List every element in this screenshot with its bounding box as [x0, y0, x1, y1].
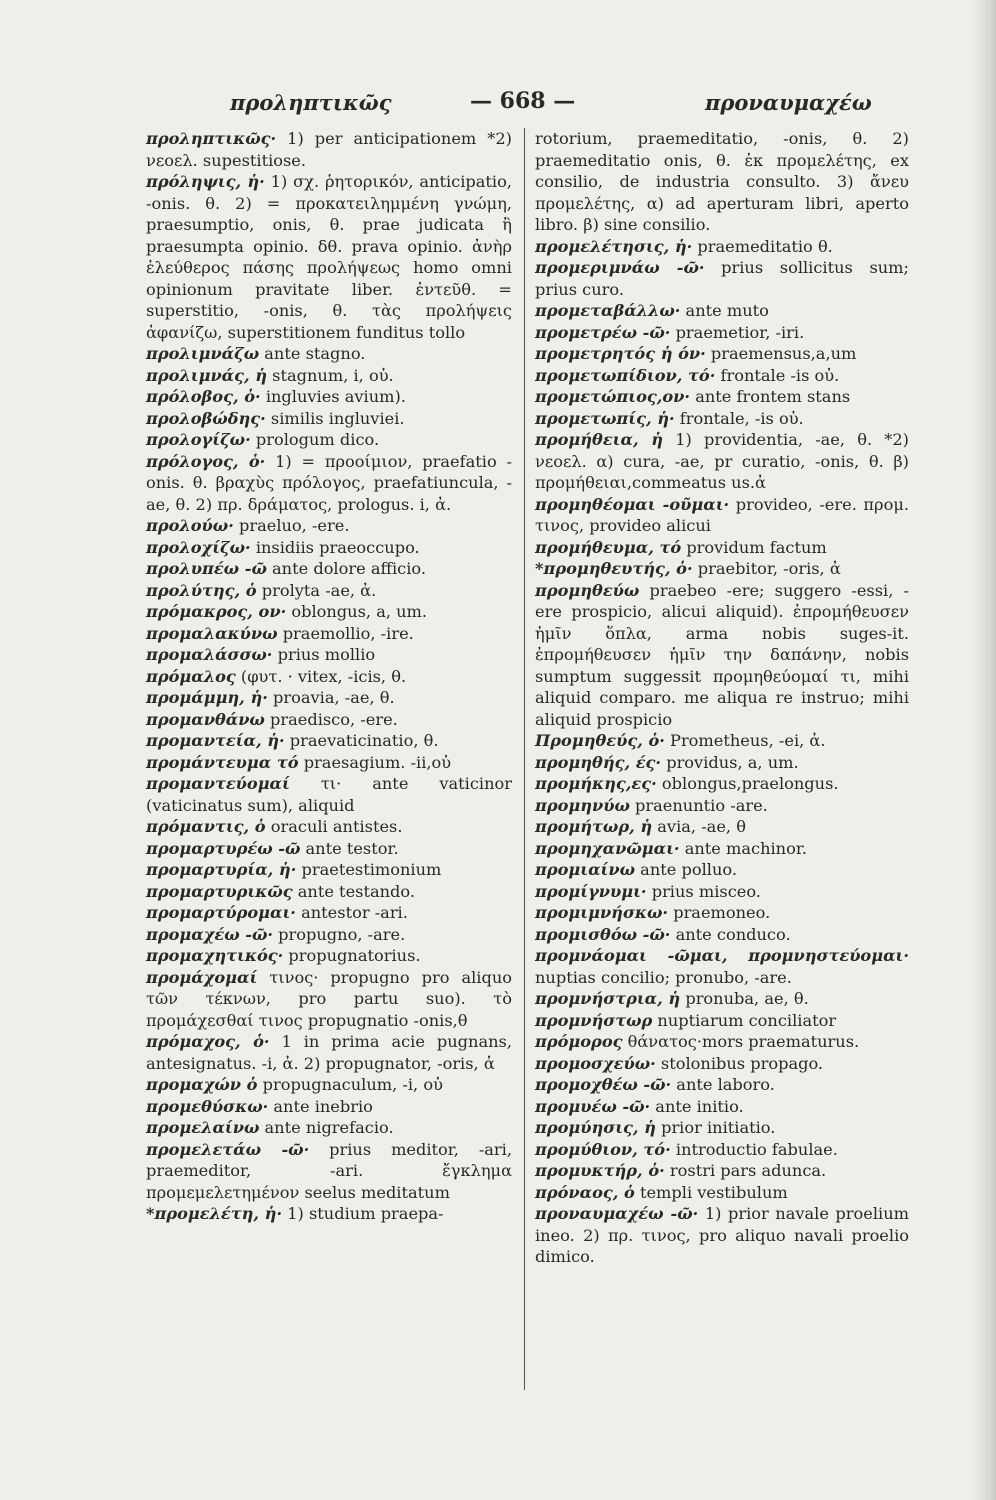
entry-definition: oraculi antistes. — [265, 817, 403, 836]
header-first-headword: προληπτικῶς — [230, 90, 392, 115]
entry-definition: templi vestibulum — [634, 1182, 788, 1202]
entry-headword: προλοβώδης· — [146, 408, 266, 428]
entry-headword: προναυμαχέω -ῶ· — [535, 1204, 699, 1223]
entry-headword: προμύησις, ἡ — [535, 1118, 656, 1137]
dictionary-entry — [146, 1203, 512, 1225]
dictionary-entry — [146, 709, 512, 731]
entry-definition: propugnaculum, -i, οὐ — [257, 1075, 443, 1094]
dictionary-entry — [535, 386, 909, 408]
entry-headword: πρόμαντις, ὁ — [146, 817, 266, 836]
entry-definition: Prometheus, -ei, ἀ. — [664, 731, 826, 750]
entry-definition: ante dolore afficio. — [266, 559, 426, 578]
dictionary-entry — [535, 1053, 909, 1075]
left-column — [146, 128, 512, 1225]
entry-headword: προμαρτυρία, ἡ· — [146, 860, 297, 879]
entry-headword: προμετωπίς, ἡ· — [535, 408, 675, 428]
entry-definition: propugnatorius. — [283, 946, 421, 965]
entry-headword: προμηχανῶμαι· — [535, 838, 680, 858]
entry-definition: provideo, -ere. προμ. τινος, provideo alicui — [535, 494, 909, 535]
entry-definition: ante initio. — [650, 1096, 744, 1116]
dictionary-entry — [535, 752, 909, 774]
entry-definition: antestor -ari. — [295, 903, 408, 922]
entry-headword: πρόμακρος, ον· — [146, 602, 287, 621]
dictionary-entry — [535, 1203, 909, 1268]
right-column — [535, 128, 909, 1268]
entry-headword: προμήθευμα, τό — [535, 537, 682, 557]
entry-headword: προμάχομαί — [146, 967, 258, 987]
entry-headword: προλοχίζω· — [146, 537, 251, 557]
entry-definition: θάνατος·mors praematurus. — [622, 1032, 860, 1051]
entry-headword: προμυέω -ῶ· — [535, 1096, 651, 1116]
dictionary-entry — [146, 601, 512, 623]
dictionary-entry — [535, 365, 909, 387]
entry-definition: praenuntio -are. — [629, 795, 768, 815]
entry-definition: stagnum, i, οὐ. — [267, 365, 394, 385]
dictionary-entry — [535, 537, 909, 559]
dictionary-entry — [146, 1031, 512, 1074]
entry-headword: προμαρτυρέω -ῶ — [146, 838, 301, 858]
entry-headword: προμαχών ὁ — [146, 1075, 258, 1094]
entry-headword: προμύθιον, τό· — [535, 1139, 671, 1159]
dictionary-entry — [146, 752, 512, 774]
entry-headword: πρόμαλος — [146, 666, 236, 686]
entry-definition: ante laboro. — [671, 1075, 775, 1094]
dictionary-entry — [535, 1182, 909, 1204]
entry-definition: ante nigrefacio. — [259, 1118, 394, 1137]
entry-headword: προμεριμνάω -ῶ· — [535, 258, 705, 277]
entry-definition: praevaticinatio, θ. — [284, 731, 439, 750]
entry-definition: τινος· propugno pro aliquo τῶν τέκνων, pro partu suo). τὸ προμάχεσθαί τινος propugnatio -onis,θ — [146, 967, 512, 1030]
entry-definition: providum factum — [681, 537, 827, 557]
entry-definition: ante stagno. — [259, 344, 366, 363]
entry-definition: ante frontem stans — [690, 387, 851, 406]
entry-definition: ante polluo. — [635, 860, 737, 879]
entry-definition: (φυτ. · vitex, -icis, θ. — [235, 666, 407, 686]
entry-definition: 1) prior navale proelium ineo. 2) πρ. τινος, pro aliquo navali proelio dimico. — [535, 1204, 909, 1266]
dictionary-entry — [146, 558, 512, 580]
dictionary-entry — [535, 236, 909, 258]
entry-headword: προμετώπιος,ον· — [535, 387, 691, 406]
entry-headword: προμαχέω -ῶ· — [146, 924, 274, 944]
dictionary-entry — [535, 429, 909, 494]
entry-headword: προμάντευμα τό — [146, 752, 299, 772]
entry-definition: praebeo -ere; suggero -essi, -ere prospicio, alicui aliquid). ἐπρομήθευσεν ἡμῖν ὅπλα, arma nobis suges-it. ἐπρομήθευσεν ἡμῖν την δαπάνην, nobis sumptum suggessit προμηθεύομαί τι, mihi aliquid comparo. me aliqua re instruo; mihi aliquid prospicio — [535, 580, 909, 729]
dictionary-entry — [535, 1031, 909, 1053]
dictionary-entry — [146, 580, 512, 602]
entry-headword: προμαντεία, ἡ· — [146, 731, 285, 750]
entry-headword: πρόλογος, ὁ· — [146, 451, 266, 471]
entry-headword: προμυκτήρ, ὁ· — [535, 1161, 665, 1180]
entry-definition: praedisco, -ere. — [264, 709, 398, 729]
entry-definition: 1) studium praepa- — [282, 1204, 444, 1223]
entry-definition: 1 in prima acie pugnans, antesignatus. -i, ἀ. 2) propugnator, -oris, ἀ — [146, 1032, 512, 1073]
entry-definition: avia, -ae, θ — [652, 817, 746, 836]
dictionary-entry — [146, 881, 512, 903]
entry-definition: ante testando. — [292, 881, 416, 901]
entry-headword: προλύτης, ὁ — [146, 580, 257, 600]
header-last-headword: προναυμαχέω — [705, 90, 872, 115]
entry-definition: introductio fabulae. — [670, 1139, 838, 1159]
entry-definition: prior initiatio. — [655, 1118, 776, 1137]
dictionary-entry — [146, 730, 512, 752]
dictionary-entry — [535, 773, 909, 795]
dictionary-entry — [146, 644, 512, 666]
entry-headword: προμαρτύρομαι· — [146, 903, 296, 922]
entry-definition: pronuba, ae, θ. — [680, 989, 809, 1008]
entry-headword: προμελέτησις, ἡ· — [535, 236, 693, 256]
entry-headword: προμηθής, ές· — [535, 752, 662, 772]
entry-headword: προμιαίνω — [535, 860, 636, 879]
dictionary-entry — [535, 902, 909, 924]
entry-headword: προλούω· — [146, 516, 234, 535]
entry-definition: ante inebrio — [268, 1096, 373, 1116]
entry-definition: prolyta -ae, ἀ. — [256, 580, 377, 600]
dictionary-entry — [535, 838, 909, 860]
dictionary-entry — [535, 1139, 909, 1161]
dictionary-entry — [146, 902, 512, 924]
entry-headword: *προμηθευτής, ὁ· — [535, 559, 693, 578]
dictionary-entry — [535, 1074, 909, 1096]
entry-headword: προμηνύω — [535, 795, 630, 815]
entry-headword: προμετρητός ἡ όν· — [535, 344, 706, 363]
entry-definition: rotorium, praemeditatio, -onis, θ. 2) praemeditatio onis, θ. ἐκ προμελέτης, ex consilio, de industria consulto. 3) ἄνευ προμελέτης, α) ad aperturam libri, aperto libro. β) sine consilio. — [535, 129, 909, 234]
entry-headword: προλογίζω· — [146, 430, 251, 449]
entry-headword: προμοσχεύω· — [535, 1053, 656, 1073]
entry-headword: προμισθόω -ῶ· — [535, 924, 671, 944]
dictionary-entry — [146, 451, 512, 516]
dictionary-entry — [146, 408, 512, 430]
dictionary-entry — [535, 1096, 909, 1118]
entry-definition: rostri pars adunca. — [664, 1161, 827, 1180]
entry-headword: προμελαίνω — [146, 1118, 260, 1137]
dictionary-entry — [535, 730, 909, 752]
entry-headword: προμαλάσσω· — [146, 645, 273, 664]
entry-definition: nuptias concilio; pronubo, -are. — [535, 967, 792, 987]
entry-headword: προμεθύσκω· — [146, 1096, 269, 1116]
entry-headword: προμήτωρ, ἡ — [535, 817, 653, 836]
entry-definition: praemoneo. — [668, 903, 771, 922]
entry-definition: proavia, -ae, θ. — [267, 688, 395, 707]
column-divider — [524, 128, 525, 1390]
dictionary-entry — [535, 924, 909, 946]
dictionary-entry — [146, 537, 512, 559]
entry-headword: προμετωπίδιον, τό· — [535, 365, 716, 385]
dictionary-entry — [146, 429, 512, 451]
dictionary-entry — [146, 967, 512, 1032]
entry-definition: τι· ante vaticinor (vaticinatus sum), aliquid — [146, 774, 512, 815]
entry-headword: πρόληψις, ἡ· — [146, 172, 265, 191]
dictionary-entry — [146, 773, 512, 816]
dictionary-entry — [146, 1117, 512, 1139]
entry-definition: nuptiarum conciliator — [652, 1010, 837, 1030]
entry-definition: similis ingluviei. — [265, 408, 405, 428]
dictionary-entry — [146, 859, 512, 881]
entry-definition: ingluvies avium). — [260, 387, 406, 406]
dictionary-entry — [146, 1139, 512, 1204]
entry-headword: προμαρτυρικῶς — [146, 881, 293, 901]
entry-definition: propugno, -are. — [273, 924, 406, 944]
entry-headword: προμανθάνω — [146, 709, 265, 729]
dictionary-entry — [146, 365, 512, 387]
entry-headword: προμίγνυμι· — [535, 881, 647, 901]
entry-definition: praemollio, -ire. — [277, 623, 414, 643]
entry-headword: προμνήστωρ — [535, 1010, 653, 1030]
entry-definition: 1) σχ. ῥητορικόν, anticipatio, -onis. θ. 2) = προκατειλημμένη γνώμη, praesumptio, onis, θ. prae judicata ἢ praesumpta opinio. δθ. prava opinio. ἀνὴρ ἐλεύθερος πάσης προλήψεως homo omni opinionum pravitate liber. ἐντεῦθ. = superstitio, -onis, θ. τὰς προλήψεις ἀφανίζω, superstitionem funditus tollo — [146, 172, 512, 342]
entry-headword: προμαντεύομαί — [146, 774, 290, 793]
entry-definition: prius mollio — [272, 645, 376, 664]
entry-definition: praetestimonium — [296, 860, 442, 879]
entry-headword: προμαχητικός· — [146, 946, 284, 965]
dictionary-entry — [146, 128, 512, 171]
entry-headword: πρόμαχος, ὁ· — [146, 1032, 270, 1051]
dictionary-entry — [146, 945, 512, 967]
entry-definition: oblongus,praelongus. — [656, 774, 839, 793]
dictionary-entry — [535, 945, 909, 988]
entry-headword: προμιμνήσκω· — [535, 903, 669, 922]
entry-definition: praebitor, -oris, ἀ — [692, 559, 841, 578]
entry-headword: προμελετάω -ῶ· — [146, 1139, 310, 1159]
page-gutter-shadow — [972, 0, 996, 1500]
dictionary-entry — [535, 859, 909, 881]
dictionary-entry — [146, 687, 512, 709]
entry-definition: praemeditatio θ. — [692, 236, 833, 256]
dictionary-entry — [535, 881, 909, 903]
entry-definition: praemetior, -iri. — [670, 322, 805, 342]
dictionary-entry — [535, 257, 909, 300]
entry-headword: προληπτικῶς· — [146, 129, 277, 148]
entry-definition: providus, a, um. — [661, 752, 799, 772]
entry-headword: προμνήστρια, ἡ — [535, 989, 681, 1008]
page-header — [0, 84, 996, 124]
entry-definition: praeluo, -ere. — [233, 516, 350, 535]
dictionary-entry — [535, 128, 909, 236]
dictionary-entry — [535, 1010, 909, 1032]
dictionary-entry — [146, 816, 512, 838]
entry-definition: praemensus,a,um — [705, 344, 857, 363]
entry-definition: 1) = προοίμιον, praefatio -onis. θ. βραχὺς πρόλογος, praefatiuncula, -ae, θ. 2) πρ. δράματος, prologus. i, ἀ. — [146, 451, 512, 514]
dictionary-entry — [535, 343, 909, 365]
dictionary-entry — [146, 343, 512, 365]
entry-definition: prius sollicitus sum; prius curo. — [535, 258, 909, 299]
entry-headword: πρόμορος — [535, 1032, 623, 1051]
entry-definition: ante muto — [680, 301, 769, 320]
dictionary-entry — [146, 666, 512, 688]
entry-headword: πρόλοβος, ὁ· — [146, 387, 261, 406]
page-number: — 668 — — [470, 88, 576, 114]
entry-headword: *προμελέτη, ἡ· — [146, 1204, 283, 1223]
dictionary-entry — [535, 816, 909, 838]
dictionary-entry — [535, 580, 909, 731]
entry-definition: prologum dico. — [250, 430, 380, 449]
entry-definition: prius meditor, -ari, praemeditor, -ari. ἔγκλημα προμεμελετημένον seelus meditatum — [146, 1139, 512, 1202]
entry-definition: frontale, -is οὐ. — [674, 408, 804, 428]
entry-headword: προλιμνάς, ἡ — [146, 365, 268, 385]
entry-definition: 1) per anticipationem *2) νεοελ. supestitiose. — [146, 129, 512, 170]
entry-headword: προμνάομαι -ῶμαι, προμνηστεύομαι· — [535, 946, 909, 965]
dictionary-entry — [535, 322, 909, 344]
dictionary-entry — [146, 1074, 512, 1096]
dictionary-entry — [535, 558, 909, 580]
entry-definition: stolonibus propago. — [655, 1053, 824, 1073]
entry-headword: πρόναος, ὁ — [535, 1182, 635, 1202]
dictionary-entry — [146, 386, 512, 408]
dictionary-entry — [146, 171, 512, 343]
entry-headword: προλιμνάζω — [146, 344, 260, 363]
dictionary-entry — [146, 838, 512, 860]
entry-definition: oblongus, a, um. — [286, 602, 428, 621]
entry-headword: προμαλακύνω — [146, 623, 278, 643]
entry-headword: προμεταβάλλω· — [535, 301, 681, 320]
entry-definition: insidiis praeoccupo. — [250, 537, 420, 557]
entry-definition: frontale -is οὐ. — [715, 365, 840, 385]
entry-headword: προμήθεια, ἡ — [535, 430, 664, 449]
dictionary-entry — [146, 1096, 512, 1118]
dictionary-entry — [535, 795, 909, 817]
entry-definition: ante conduco. — [670, 924, 791, 944]
entry-headword: προμάμμη, ἡ· — [146, 688, 268, 707]
dictionary-entry — [535, 1160, 909, 1182]
entry-definition: praesagium. -ii,οὐ — [298, 752, 452, 772]
entry-headword: προμοχθέω -ῶ· — [535, 1075, 672, 1094]
entry-headword: προμήκης,ες· — [535, 774, 657, 793]
entry-definition: 1) providentia, -ae, θ. *2) νεοελ. α) cura, -ae, pr curatio, -onis, θ. β) προμήθειαι,commeatus us.ἀ — [535, 430, 909, 492]
entry-headword: προμηθέομαι -οῦμαι· — [535, 494, 730, 514]
dictionary-entry — [535, 1117, 909, 1139]
entry-definition: ante testor. — [300, 838, 399, 858]
dictionary-entry — [146, 924, 512, 946]
dictionary-entry — [146, 515, 512, 537]
entry-headword: προλυπέω -ῶ — [146, 559, 267, 578]
dictionary-entry — [535, 408, 909, 430]
dictionary-entry — [535, 494, 909, 537]
entry-headword: προμηθεύω — [535, 580, 640, 600]
entry-headword: προμετρέω -ῶ· — [535, 322, 671, 342]
dictionary-entry — [535, 988, 909, 1010]
entry-definition: prius misceo. — [646, 881, 761, 901]
entry-definition: ante machinor. — [679, 838, 807, 858]
entry-headword: Προμηθεύς, ὁ· — [535, 731, 665, 750]
dictionary-entry — [146, 623, 512, 645]
dictionary-entry — [535, 300, 909, 322]
